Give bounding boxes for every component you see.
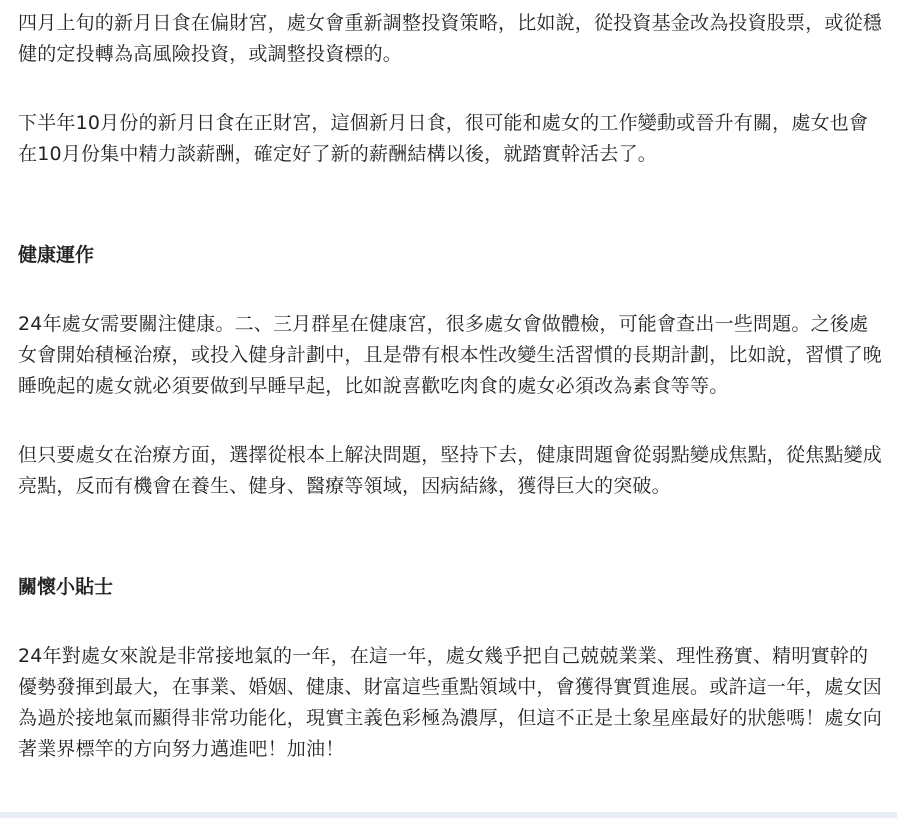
section-spacer [18, 502, 884, 572]
heading-tips: 關懷小貼士 [18, 576, 114, 598]
bottom-scroll-edge [0, 812, 897, 818]
heading-spacer [18, 271, 884, 309]
section-spacer [18, 170, 884, 240]
paragraph-spacer [18, 70, 884, 108]
paragraph-salary-change: 下半年10月份的新月日食在正財宮，這個新月日食，很可能和處女的工作變動或晉升有關，處女也會在10月份集中精力談薪酬，確定好了新的薪酬結構以後，就踏實幹活去了。 [18, 112, 869, 165]
article-body [18, 8, 884, 765]
paragraph-investment-adjustment: 四月上旬的新月日食在偏財宮，處女會重新調整投資策略，比如說，從投資基金改為投資股票，或從穩健的定投轉為高風險投資，或調整投資標的。 [18, 12, 883, 65]
paragraph-health-breakthrough: 但只要處女在治療方面，選擇從根本上解決問題，堅持下去，健康問題會從弱點變成焦點，從焦點變成亮點，反而有機會在養生、健身、醫療等領域，因病結緣，獲得巨大的突破。 [18, 444, 883, 497]
paragraph-health-checkup: 24年處女需要關注健康。二、三月群星在健康宮，很多處女會做體檢，可能會查出一些問題。之後處女會開始積極治療，或投入健身計劃中，且是帶有根本性改變生活習慣的長期計劃，比如說，習慣了晚睡晚起的處女就必須要做到早睡早起，比如說喜歡吃肉食的處女必須改為素食等等。 [18, 313, 883, 397]
paragraph-spacer [18, 402, 884, 440]
heading-health: 健康運作 [18, 244, 95, 266]
paragraph-summary: 24年對處女來說是非常接地氣的一年，在這一年，處女幾乎把自己兢兢業業、理性務實、精明實幹的優勢發揮到最大，在事業、婚姻、健康、財富這些重點領域中，會獲得實質進展。或許這一年，處女因為過於接地氣而顯得非常功能化，現實主義色彩極為濃厚，但這不正是土象星座最好的狀態嗎！處女向著業界標竿的方向努力邁進吧！加油！ [18, 645, 883, 760]
heading-spacer [18, 603, 884, 641]
